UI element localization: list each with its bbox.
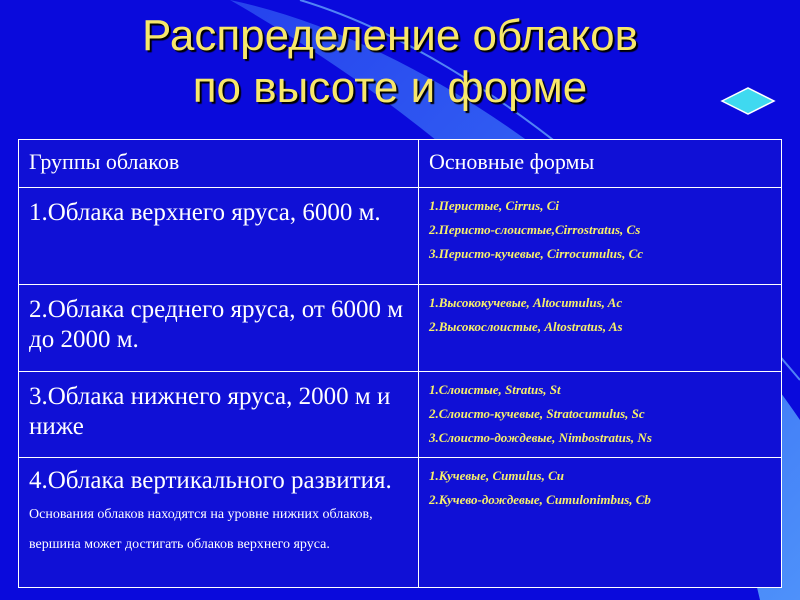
forms-list	[429, 285, 771, 339]
forms-cell	[419, 285, 782, 372]
cloud-table	[18, 139, 782, 588]
form-item: 1.Кучевые, Cumulus, Cu	[429, 468, 565, 483]
group-cell: 2.Облака среднего яруса, от 6000 м до 2000 м.	[19, 285, 419, 372]
form-item: 3.Слоисто-дождевые, Nimbostratus, Ns	[429, 430, 652, 445]
forms-cell	[419, 188, 782, 285]
slide-title	[60, 10, 720, 114]
forms-list	[429, 188, 771, 266]
forms-cell	[419, 458, 782, 588]
group-cell	[19, 458, 419, 588]
header-groups: Группы облаков	[19, 140, 419, 188]
title-line-1: Распределение облаков	[142, 11, 638, 60]
form-item: 3.Перисто-кучевые, Cirrocumulus, Cc	[429, 246, 644, 261]
table-row	[19, 372, 782, 458]
group-note: Основания облаков находятся на уровне нижних облаков, вершина может достигать облаков верхнего яруса.	[29, 507, 373, 552]
group-cell: 3.Облака нижнего яруса, 2000 м и ниже	[19, 372, 419, 458]
form-item: 2.Перисто-слоистые,Cirrostratus, Cs	[429, 222, 641, 237]
form-item: 2.Высокослоистые, Altostratus, As	[429, 319, 623, 334]
forms-list	[429, 458, 771, 512]
group-text	[29, 458, 408, 556]
title-line-2: по высоте и форме	[192, 63, 588, 112]
forms-cell	[419, 372, 782, 458]
forms-list	[429, 372, 771, 450]
table-row	[19, 188, 782, 285]
table-row	[19, 285, 782, 372]
table-row	[19, 458, 782, 588]
form-item: 1.Перистые, Cirrus, Ci	[429, 198, 560, 213]
group-cell: 1.Облака верхнего яруса, 6000 м.	[19, 188, 419, 285]
form-item: 2.Слоисто-кучевые, Stratocumulus, Sc	[429, 406, 645, 421]
form-item: 2.Кучево-дождевые, Cumulonimbus, Cb	[429, 492, 651, 507]
form-item: 1.Слоистые, Stratus, St	[429, 382, 561, 397]
diamond-icon	[720, 86, 776, 116]
table-header-row	[19, 140, 782, 188]
header-forms: Основные формы	[419, 140, 782, 188]
group-title: 4.Облака вертикального развития.	[29, 467, 392, 494]
form-item: 1.Высококучевые, Altocumulus, Ac	[429, 295, 623, 310]
